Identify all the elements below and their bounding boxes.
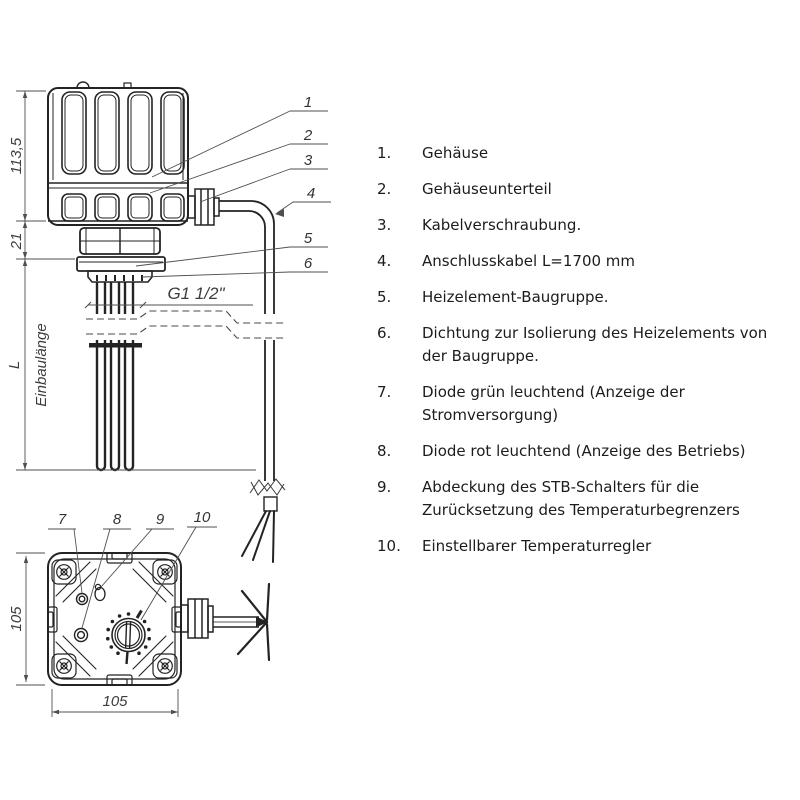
stb-cover — [95, 584, 105, 600]
list-item — [377, 214, 779, 237]
cable-break-icon — [250, 479, 285, 496]
connection-cable — [219, 201, 274, 481]
item-number: 8. — [377, 442, 392, 460]
technical-drawing — [0, 0, 360, 760]
item-text: Diode rot leuchtend (Anzeige des Betriebs) — [422, 442, 746, 460]
flange — [77, 257, 165, 282]
box-width-label: 105 — [102, 693, 128, 710]
cable-gland — [188, 189, 219, 225]
list-item — [377, 322, 779, 368]
callout-5: 5 — [303, 230, 313, 247]
item-number: 6. — [377, 324, 392, 342]
list-item — [377, 535, 779, 558]
housing-lower-windows — [62, 194, 184, 221]
item-text: Dichtung zur Isolierung des Heizelements von der Baugruppe. — [422, 324, 768, 365]
item-number: 3. — [377, 216, 392, 234]
item-number: 10. — [377, 537, 401, 555]
temperature-dial — [112, 611, 145, 665]
callout-2: 2 — [303, 127, 313, 144]
item-number: 9. — [377, 478, 392, 496]
list-item — [377, 178, 779, 201]
length-name-label: Einbaulänge — [33, 323, 50, 407]
list-item — [377, 381, 779, 427]
housing — [48, 82, 188, 225]
callout-4: 4 — [306, 185, 316, 202]
list-item — [377, 286, 779, 309]
upper-cable-end-wires — [242, 497, 277, 562]
rod-clamp-bar — [89, 343, 142, 348]
box-outline — [48, 553, 181, 685]
list-item — [377, 440, 779, 463]
callout-3: 3 — [303, 152, 313, 169]
item-number: 2. — [377, 180, 392, 198]
bottom-view-box — [48, 553, 181, 685]
item-text: Diode grün leuchtend (Anzeige der Stromversorgung) — [422, 383, 685, 424]
item-number: 1. — [377, 144, 392, 162]
callout-6: 6 — [303, 255, 313, 272]
callout-10: 10 — [193, 509, 211, 526]
corner-screws — [52, 560, 177, 678]
break-lines — [86, 311, 286, 340]
edge-tabs — [48, 553, 181, 685]
item-text: Gehäuseunterteil — [422, 180, 552, 198]
item-text: Abdeckung des STB-Schalters für die Zurücksetzung des Temperaturbegrenzers — [422, 478, 740, 519]
flange-seal — [97, 275, 142, 281]
corner-gussets — [56, 562, 173, 676]
length-symbol-label: L — [6, 360, 23, 370]
callout-leaders-lower — [48, 527, 217, 628]
item-text: Kabelverschraubung. — [422, 216, 582, 234]
list-item — [377, 250, 779, 273]
nut-height-label: 21 — [8, 232, 25, 250]
red-led — [75, 629, 88, 642]
box-gland — [181, 599, 259, 638]
heater-rods — [97, 282, 133, 470]
list-item — [377, 476, 779, 522]
item-text: Gehäuse — [422, 144, 489, 162]
housing-height-label: 113,5 — [8, 137, 25, 175]
item-number: 5. — [377, 288, 392, 306]
green-led — [77, 594, 88, 605]
item-text: Anschlusskabel L=1700 mm — [422, 252, 636, 270]
box-height-label: 105 — [8, 606, 25, 632]
item-number: 4. — [377, 252, 392, 270]
callout-7: 7 — [57, 511, 67, 528]
callout-9: 9 — [155, 511, 165, 528]
housing-ribs — [62, 92, 184, 174]
hex-nut — [80, 228, 160, 254]
item-text: Einstellbarer Temperaturregler — [422, 537, 652, 555]
parts-list — [377, 142, 779, 571]
item-text: Heizelement-Baugruppe. — [422, 288, 609, 306]
thread-size-label: G1 1/2" — [167, 284, 225, 303]
callout-1: 1 — [303, 94, 313, 111]
item-number: 7. — [377, 383, 392, 401]
callout-8: 8 — [112, 511, 122, 528]
list-item — [377, 142, 779, 165]
